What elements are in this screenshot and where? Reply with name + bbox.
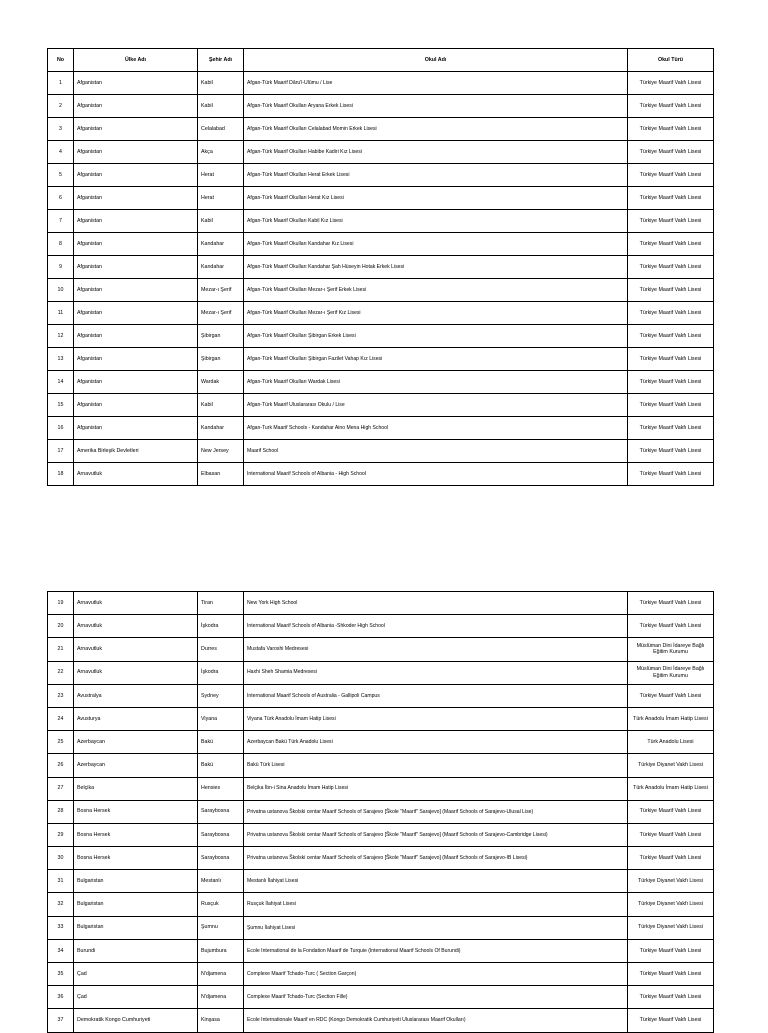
cell-country: Azerbaycan [74, 731, 198, 754]
table-row [48, 707, 714, 730]
cell-school: Rusçuk İlahiyat Lisesi [244, 893, 628, 916]
cell-type: Türkiye Maarif Vakfı Lisesi [628, 279, 714, 302]
cell-no: 5 [48, 164, 74, 187]
table-row [48, 164, 714, 187]
cell-country: Afganistan [74, 233, 198, 256]
table-row [48, 592, 714, 615]
cell-city: Viyana [198, 707, 244, 730]
cell-type: Türkiye Diyanet Vakfı Lisesi [628, 916, 714, 939]
table-row [48, 963, 714, 986]
cell-city: Elbasan [198, 463, 244, 486]
cell-school: Afgan-Türk Maarif Okulları Şibirgan Fazilet Vahap Kız Lisesi [244, 348, 628, 371]
table-row [48, 615, 714, 638]
table-row [48, 141, 714, 164]
cell-no: 26 [48, 754, 74, 777]
cell-type: Türkiye Maarif Vakfı Lisesi [628, 592, 714, 615]
cell-no: 15 [48, 394, 74, 417]
cell-no: 22 [48, 661, 74, 684]
cell-country: Afganistan [74, 371, 198, 394]
cell-city: Akça [198, 141, 244, 164]
cell-country: Avustralya [74, 684, 198, 707]
cell-city: İşkodra [198, 661, 244, 684]
cell-school: International Maarif Schools of Albania -Shkoder High School [244, 615, 628, 638]
cell-school: Maarif School [244, 440, 628, 463]
cell-type: Türkiye Maarif Vakfı Lisesi [628, 210, 714, 233]
table-row [48, 302, 714, 325]
cell-city: Kandahar [198, 417, 244, 440]
table-row [48, 417, 714, 440]
cell-type: Türkiye Maarif Vakfı Lisesi [628, 233, 714, 256]
cell-no: 23 [48, 684, 74, 707]
cell-no: 8 [48, 233, 74, 256]
cell-country: Belçika [74, 777, 198, 800]
cell-country: Çad [74, 963, 198, 986]
cell-school: Afgan-Türk Maarif Okulları Şibirgan Erkek Lisesi [244, 325, 628, 348]
cell-city: Şibirgan [198, 325, 244, 348]
cell-school: Bakü Türk Lisesi [244, 754, 628, 777]
cell-type: Türkiye Maarif Vakfı Lisesi [628, 800, 714, 823]
cell-country: Azerbaycan [74, 754, 198, 777]
cell-city: Mestanlı [198, 870, 244, 893]
cell-no: 32 [48, 893, 74, 916]
cell-country: Afganistan [74, 302, 198, 325]
table-row [48, 394, 714, 417]
table-row [48, 463, 714, 486]
cell-country: Afganistan [74, 348, 198, 371]
cell-city: Kabil [198, 210, 244, 233]
cell-city: Kandahar [198, 256, 244, 279]
table-row [48, 986, 714, 1009]
cell-type: Türkiye Diyanet Vakfı Lisesi [628, 893, 714, 916]
cell-school: Viyana Türk Anadolu İmam Hatip Lisesi [244, 707, 628, 730]
cell-type: Müslüman Dini İdareye Bağlı Eğitim Kurumu [628, 661, 714, 684]
cell-city: Herat [198, 164, 244, 187]
cell-school: Afgan-Türk Maarif Okulları Wardak Lisesi [244, 371, 628, 394]
cell-city: Kabil [198, 394, 244, 417]
cell-country: Avusturya [74, 707, 198, 730]
cell-school: International Maarif Schools of Albania - High School [244, 463, 628, 486]
table-row [48, 847, 714, 870]
cell-country: Burundi [74, 939, 198, 962]
cell-country: Bulgaristan [74, 916, 198, 939]
cell-no: 2 [48, 95, 74, 118]
cell-no: 19 [48, 592, 74, 615]
table-row [48, 187, 714, 210]
cell-no: 37 [48, 1009, 74, 1032]
cell-no: 3 [48, 118, 74, 141]
table-row [48, 800, 714, 823]
table-row [48, 256, 714, 279]
cell-country: Demokratik Kongo Cumhuriyeti [74, 1009, 198, 1032]
cell-school: Complexe Maarif Tchado-Turc (Section Fille) [244, 986, 628, 1009]
cell-type: Türk Anadolu İmam Hatip Lisesi [628, 707, 714, 730]
cell-city: Kabil [198, 72, 244, 95]
cell-city: Wardak [198, 371, 244, 394]
cell-type: Türkiye Maarif Vakfı Lisesi [628, 615, 714, 638]
cell-type: Türkiye Maarif Vakfı Lisesi [628, 141, 714, 164]
cell-no: 31 [48, 870, 74, 893]
cell-city: İşkodra [198, 615, 244, 638]
table-row [48, 661, 714, 684]
cell-type: Türkiye Maarif Vakfı Lisesi [628, 1009, 714, 1032]
table-row [48, 233, 714, 256]
cell-school: Afgan-Türk Maarif Okulları Herat Erkek Lisesi [244, 164, 628, 187]
cell-type: Türkiye Maarif Vakfı Lisesi [628, 963, 714, 986]
cell-no: 13 [48, 348, 74, 371]
cell-country: Arnavutluk [74, 615, 198, 638]
cell-city: Şibirgan [198, 348, 244, 371]
cell-no: 17 [48, 440, 74, 463]
cell-no: 34 [48, 939, 74, 962]
cell-country: Afganistan [74, 72, 198, 95]
table-row [48, 1009, 714, 1032]
table-row [48, 72, 714, 95]
cell-country: Bulgaristan [74, 893, 198, 916]
cell-no: 36 [48, 986, 74, 1009]
cell-country: Afganistan [74, 279, 198, 302]
table-row [48, 731, 714, 754]
cell-no: 12 [48, 325, 74, 348]
cell-country: Arnavutluk [74, 638, 198, 661]
cell-school: Afgan-Türk Maarif Okulları Mezar-ı Şerif Erkek Lisesi [244, 279, 628, 302]
cell-school: Afgan-Türk Maarif Dâru'l-Ulûmu / Lise [244, 72, 628, 95]
cell-no: 18 [48, 463, 74, 486]
cell-type: Türk Anadolu İmam Hatip Lisesi [628, 777, 714, 800]
cell-type: Türkiye Maarif Vakfı Lisesi [628, 371, 714, 394]
cell-city: Şumnu [198, 916, 244, 939]
table-row [48, 279, 714, 302]
cell-no: 16 [48, 417, 74, 440]
cell-no: 24 [48, 707, 74, 730]
cell-country: Afganistan [74, 210, 198, 233]
table-row [48, 118, 714, 141]
cell-type: Türkiye Maarif Vakfı Lisesi [628, 394, 714, 417]
cell-type: Türkiye Maarif Vakfı Lisesi [628, 95, 714, 118]
cell-city: Bakü [198, 754, 244, 777]
cell-no: 10 [48, 279, 74, 302]
cell-no: 20 [48, 615, 74, 638]
cell-city: Mezar-ı Şerif [198, 302, 244, 325]
cell-type: Türkiye Maarif Vakfı Lisesi [628, 256, 714, 279]
cell-no: 1 [48, 72, 74, 95]
cell-city: Bujumbura [198, 939, 244, 962]
cell-school: Afgan-Türk Maarif Okulları Mezar-ı Şerif Kız Lisesi [244, 302, 628, 325]
cell-type: Müslüman Dini İdareye Bağlı Eğitim Kurumu [628, 638, 714, 661]
table-header-row [48, 49, 714, 72]
cell-type: Türkiye Maarif Vakfı Lisesi [628, 440, 714, 463]
cell-city: Kabil [198, 95, 244, 118]
cell-city: Saraybosna [198, 823, 244, 846]
table-row [48, 325, 714, 348]
cell-type: Türkiye Maarif Vakfı Lisesi [628, 986, 714, 1009]
cell-school: Afgan-Türk Maarif Okulları Kandahar Şah Hüseyin Hotak Erkek Lisesi [244, 256, 628, 279]
cell-country: Afganistan [74, 164, 198, 187]
cell-city: Herat [198, 187, 244, 210]
cell-type: Türkiye Maarif Vakfı Lisesi [628, 684, 714, 707]
cell-no: 9 [48, 256, 74, 279]
cell-city: N'djamena [198, 963, 244, 986]
cell-country: Bosna Hersek [74, 800, 198, 823]
cell-type: Türkiye Maarif Vakfı Lisesi [628, 847, 714, 870]
cell-type: Türkiye Maarif Vakfı Lisesi [628, 72, 714, 95]
header-type: Okul Türü [628, 49, 714, 72]
cell-school: Afgan-Türk Maarif Okulları Habibe Kadiri Kız Lisesi [244, 141, 628, 164]
cell-school: Privatna ustanova Školski centar Maarif Schools of Sarajevo [Škole "Maarif" Sarajevo] (Maarif Schools of Sarajevo-Cambridge Lisesi) [244, 823, 628, 846]
cell-school: Afgan-Türk Maarif Uluslararası Okulu / Lise [244, 394, 628, 417]
cell-no: 30 [48, 847, 74, 870]
cell-city: N'djamena [198, 986, 244, 1009]
cell-school: Afgan-Türk Maarif Okulları Aryana Erkek Lisesi [244, 95, 628, 118]
table-row [48, 823, 714, 846]
cell-school: Haxhi Sheh Shamia Medresesi [244, 661, 628, 684]
cell-city: Kinşasa [198, 1009, 244, 1032]
cell-type: Türkiye Diyanet Vakfı Lisesi [628, 870, 714, 893]
header-city: Şehir Adı [198, 49, 244, 72]
cell-no: 25 [48, 731, 74, 754]
cell-country: Arnavutluk [74, 463, 198, 486]
table-row [48, 684, 714, 707]
cell-country: Bulgaristan [74, 870, 198, 893]
schools-table-part-2 [47, 591, 714, 1033]
cell-school: New York High School [244, 592, 628, 615]
cell-country: Amerika Birleşik Devletleri [74, 440, 198, 463]
cell-city: Sydney [198, 684, 244, 707]
cell-type: Türkiye Maarif Vakfı Lisesi [628, 939, 714, 962]
cell-country: Afganistan [74, 118, 198, 141]
cell-country: Afganistan [74, 417, 198, 440]
table-row [48, 939, 714, 962]
cell-type: Türkiye Maarif Vakfı Lisesi [628, 118, 714, 141]
cell-city: Saraybosna [198, 800, 244, 823]
cell-type: Türkiye Maarif Vakfı Lisesi [628, 463, 714, 486]
cell-country: Afganistan [74, 394, 198, 417]
table-row [48, 440, 714, 463]
cell-city: Rusçuk [198, 893, 244, 916]
header-no: No [48, 49, 74, 72]
cell-school: Şumnu İlahiyat Lisesi [244, 916, 628, 939]
table-row [48, 870, 714, 893]
cell-school: Ecole Internationale Maarif en RDC (Kongo Demokratik Cumhuriyeti Uluslararası Maarif Okulları) [244, 1009, 628, 1032]
cell-school: Privatna ustanova Školski centar Maarif Schools of Sarajevo [Škole "Maarif" Sarajevo] (Maarif Schools of Sarajevo-IB Lisesi) [244, 847, 628, 870]
cell-country: Afganistan [74, 187, 198, 210]
table-row [48, 210, 714, 233]
cell-type: Türkiye Maarif Vakfı Lisesi [628, 823, 714, 846]
cell-school: Complexe Maarif Tchado-Turc ( Section Garçon) [244, 963, 628, 986]
cell-type: Türkiye Maarif Vakfı Lisesi [628, 302, 714, 325]
cell-no: 29 [48, 823, 74, 846]
cell-city: Kandahar [198, 233, 244, 256]
cell-city: Hensies [198, 777, 244, 800]
cell-country: Afganistan [74, 256, 198, 279]
cell-city: Celalabad [198, 118, 244, 141]
cell-no: 28 [48, 800, 74, 823]
table-row [48, 348, 714, 371]
cell-school: Belçika İbn-i Sina Anadolu İmam Hatip Lisesi [244, 777, 628, 800]
cell-country: Afganistan [74, 95, 198, 118]
cell-type: Türkiye Maarif Vakfı Lisesi [628, 348, 714, 371]
table-row [48, 95, 714, 118]
cell-city: New Jersey [198, 440, 244, 463]
cell-no: 4 [48, 141, 74, 164]
table-row [48, 754, 714, 777]
cell-country: Çad [74, 986, 198, 1009]
cell-country: Arnavutluk [74, 661, 198, 684]
cell-school: Afgan-Türk Maarif Okulları Kabil Kız Lisesi [244, 210, 628, 233]
cell-type: Türk Anadolu Lisesi [628, 731, 714, 754]
schools-table-part-1 [47, 48, 714, 486]
cell-city: Bakü [198, 731, 244, 754]
cell-type: Türkiye Diyanet Vakfı Lisesi [628, 754, 714, 777]
header-school: Okul Adı [244, 49, 628, 72]
cell-no: 11 [48, 302, 74, 325]
header-country: Ülke Adı [74, 49, 198, 72]
cell-no: 33 [48, 916, 74, 939]
cell-no: 14 [48, 371, 74, 394]
table-row [48, 638, 714, 661]
cell-no: 27 [48, 777, 74, 800]
cell-school: Afgan-Turk Maarif Schools - Kandahar Aino Mena High School [244, 417, 628, 440]
cell-school: Ecole International de la Fondation Maarif de Turquie (International Maarif Schools Of Burundi) [244, 939, 628, 962]
cell-school: Mestanlı İlahiyat Lisesi [244, 870, 628, 893]
cell-type: Türkiye Maarif Vakfı Lisesi [628, 325, 714, 348]
cell-school: Afgan-Türk Maarif Okulları Herat Kız Lisesi [244, 187, 628, 210]
cell-school: Mustafa Varoshi Medresesi [244, 638, 628, 661]
cell-country: Afganistan [74, 141, 198, 164]
cell-no: 6 [48, 187, 74, 210]
cell-city: Mezar-ı Şerif [198, 279, 244, 302]
cell-country: Arnavutluk [74, 592, 198, 615]
cell-city: Durres [198, 638, 244, 661]
cell-city: Saraybosna [198, 847, 244, 870]
cell-city: Tiran [198, 592, 244, 615]
cell-school: Privatna ustanova Školski centar Maarif Schools of Sarajevo [Škole "Maarif" Sarajevo] (Maarif Schools of Sarajevo-Ulusal Lise) [244, 800, 628, 823]
table-row [48, 371, 714, 394]
cell-type: Türkiye Maarif Vakfı Lisesi [628, 164, 714, 187]
cell-school: Afgan-Türk Maarif Okulları Celalabad Momin Erkek Lisesi [244, 118, 628, 141]
cell-country: Bosna Hersek [74, 847, 198, 870]
cell-country: Bosna Hersek [74, 823, 198, 846]
cell-type: Türkiye Maarif Vakfı Lisesi [628, 417, 714, 440]
table-row [48, 893, 714, 916]
cell-school: Afgan-Türk Maarif Okulları Kandahar Kız Lisesi [244, 233, 628, 256]
cell-type: Türkiye Maarif Vakfı Lisesi [628, 187, 714, 210]
cell-no: 21 [48, 638, 74, 661]
cell-no: 7 [48, 210, 74, 233]
cell-no: 35 [48, 963, 74, 986]
table-row [48, 916, 714, 939]
cell-school: International Maarif Schools of Australia - Gallipoli Campus [244, 684, 628, 707]
table-row [48, 777, 714, 800]
cell-country: Afganistan [74, 325, 198, 348]
cell-school: Azerbaycan Bakü Türk Anadolu Lisesi [244, 731, 628, 754]
